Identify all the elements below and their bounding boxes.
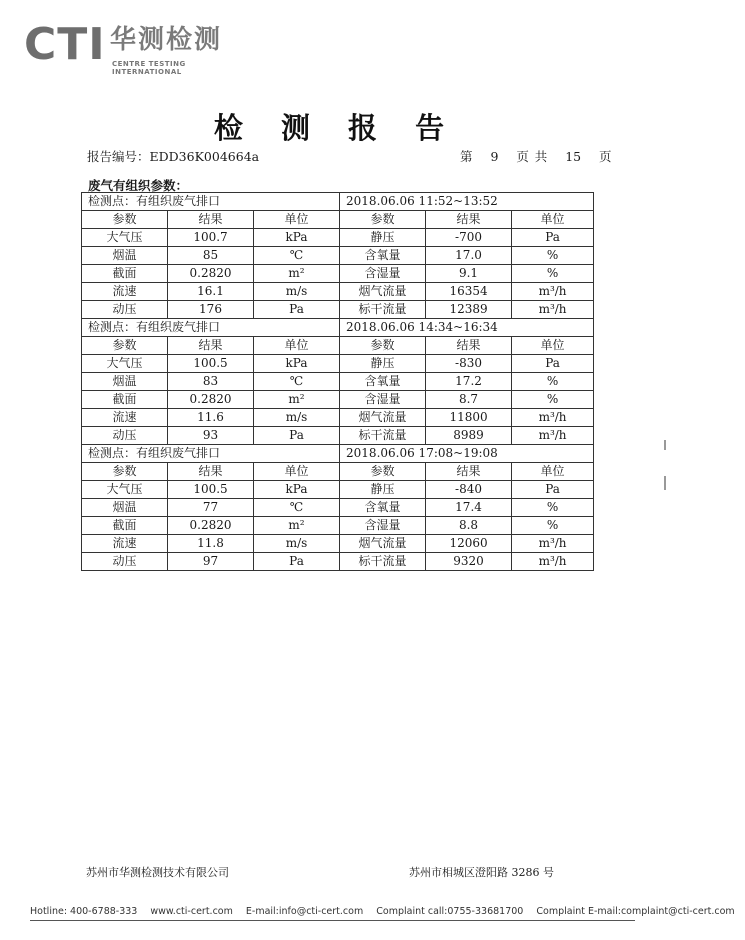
table-row	[82, 373, 594, 391]
table-cell: m/s	[254, 283, 340, 301]
email-text: E-mail:info@cti-cert.com	[245, 906, 364, 917]
table-cell: %	[512, 247, 594, 265]
table-cell: 含湿量	[340, 391, 426, 409]
table-cell: 97	[168, 553, 254, 571]
table-row	[82, 265, 594, 283]
page-prefix: 第	[460, 149, 473, 164]
website-text: www.cti-cert.com	[150, 906, 233, 917]
table-row	[82, 409, 594, 427]
logo-chinese-name: 华测检测	[110, 25, 223, 55]
table-row	[82, 355, 594, 373]
table-cell: m²	[254, 265, 340, 283]
table-cell: 17.2	[426, 373, 512, 391]
table-cell: 8.7	[426, 391, 512, 409]
table-cell: m³/h	[512, 427, 594, 445]
column-header: 单位	[254, 463, 340, 481]
page-total: 15	[565, 149, 582, 164]
table-cell: m³/h	[512, 553, 594, 571]
table-cell: 11.6	[168, 409, 254, 427]
table-cell: 动压	[82, 553, 168, 571]
section-title: 废气有组织参数：	[88, 178, 189, 193]
table-row	[82, 553, 594, 571]
footer-address: 苏州市相城区澄阳路 3286 号	[409, 866, 554, 879]
table-cell: Pa	[254, 427, 340, 445]
column-header: 单位	[512, 463, 594, 481]
measurement-point: 检测点：有组织废气排口	[82, 319, 340, 337]
table-cell: Pa	[512, 229, 594, 247]
table-cell: ℃	[254, 499, 340, 517]
table-cell: 8989	[426, 427, 512, 445]
exhaust-parameters-table	[81, 192, 594, 571]
table-cell: 截面	[82, 517, 168, 535]
table-cell: m³/h	[512, 409, 594, 427]
table-cell: 9.1	[426, 265, 512, 283]
hotline-text: Hotline: 400-6788-333	[30, 906, 138, 917]
table-cell: 烟温	[82, 499, 168, 517]
table-cell: Pa	[512, 481, 594, 499]
table-cell: Pa	[512, 355, 594, 373]
table-cell: 含湿量	[340, 517, 426, 535]
table-cell: 动压	[82, 427, 168, 445]
table-cell: 100.5	[168, 355, 254, 373]
table-cell: 静压	[340, 481, 426, 499]
table-cell: 烟温	[82, 247, 168, 265]
table-cell: 100.7	[168, 229, 254, 247]
scan-edge-mark	[664, 440, 666, 450]
table-cell: 8.8	[426, 517, 512, 535]
table-cell: 大气压	[82, 355, 168, 373]
column-header: 结果	[168, 211, 254, 229]
table-cell: 截面	[82, 265, 168, 283]
table-cell: 12060	[426, 535, 512, 553]
column-header: 单位	[512, 211, 594, 229]
column-header: 单位	[254, 211, 340, 229]
column-header-row	[82, 337, 594, 355]
table-row	[82, 229, 594, 247]
column-header: 单位	[512, 337, 594, 355]
footer-company: 苏州市华测检测技术有限公司	[86, 866, 229, 879]
measurement-point-row	[82, 319, 594, 337]
column-header: 结果	[426, 337, 512, 355]
table-cell: m²	[254, 391, 340, 409]
table-cell: %	[512, 391, 594, 409]
table-cell: 100.5	[168, 481, 254, 499]
table-cell: 标干流量	[340, 427, 426, 445]
table-cell: m/s	[254, 535, 340, 553]
table-cell: %	[512, 517, 594, 535]
report-number-value: EDD36K004664a	[149, 149, 260, 164]
table-cell: 静压	[340, 229, 426, 247]
table-cell: -700	[426, 229, 512, 247]
report-number	[87, 147, 259, 165]
measurement-point-row	[82, 445, 594, 463]
table-row	[82, 517, 594, 535]
document-title: 检 测 报 告	[213, 111, 459, 145]
table-cell: 流速	[82, 283, 168, 301]
table-row	[82, 427, 594, 445]
page-current: 9	[490, 149, 499, 164]
table-cell: 77	[168, 499, 254, 517]
table-cell: 烟气流量	[340, 409, 426, 427]
table-cell: 0.2820	[168, 517, 254, 535]
table-cell: 大气压	[82, 481, 168, 499]
table-cell: m³/h	[512, 535, 594, 553]
table-cell: m/s	[254, 409, 340, 427]
table-cell: 含氧量	[340, 499, 426, 517]
table-row	[82, 247, 594, 265]
logo-letters: CTI	[24, 19, 106, 70]
table-cell: 16354	[426, 283, 512, 301]
table-cell: 含湿量	[340, 265, 426, 283]
footer-divider	[30, 920, 635, 921]
column-header: 参数	[340, 463, 426, 481]
table-cell: -840	[426, 481, 512, 499]
table-cell: ℃	[254, 373, 340, 391]
measurement-point-row	[82, 193, 594, 211]
table-cell: 烟温	[82, 373, 168, 391]
measurement-point: 检测点：有组织废气排口	[82, 445, 340, 463]
table-cell: 93	[168, 427, 254, 445]
report-number-label: 报告编号：	[87, 149, 150, 164]
column-header: 单位	[254, 337, 340, 355]
column-header: 结果	[168, 463, 254, 481]
table-cell: Pa	[254, 553, 340, 571]
page-suffix: 页	[599, 149, 612, 164]
table-cell: 176	[168, 301, 254, 319]
table-row	[82, 499, 594, 517]
column-header-row	[82, 211, 594, 229]
table-cell: 85	[168, 247, 254, 265]
table-row	[82, 301, 594, 319]
table-cell: kPa	[254, 481, 340, 499]
table-cell: 12389	[426, 301, 512, 319]
table-cell: 含氧量	[340, 373, 426, 391]
table-row	[82, 535, 594, 553]
table-cell: 静压	[340, 355, 426, 373]
table-cell: 烟气流量	[340, 535, 426, 553]
table-cell: 流速	[82, 409, 168, 427]
table-cell: 17.0	[426, 247, 512, 265]
table-cell: 9320	[426, 553, 512, 571]
column-header: 参数	[340, 337, 426, 355]
table-row	[82, 391, 594, 409]
table-cell: m³/h	[512, 283, 594, 301]
scan-edge-mark	[664, 476, 666, 490]
complaint-call-text: Complaint call:0755-33681700	[376, 906, 524, 917]
table-cell: 含氧量	[340, 247, 426, 265]
column-header: 结果	[426, 211, 512, 229]
measurement-time: 2018.06.06 14:34~16:34	[340, 319, 594, 337]
measurement-time: 2018.06.06 11:52~13:52	[340, 193, 594, 211]
measurement-point: 检测点：有组织废气排口	[82, 193, 340, 211]
table-cell: kPa	[254, 355, 340, 373]
column-header: 参数	[82, 337, 168, 355]
table-cell: 标干流量	[340, 301, 426, 319]
table-cell: m²	[254, 517, 340, 535]
complaint-email-text: Complaint E-mail:complaint@cti-cert.com	[536, 906, 735, 917]
column-header: 结果	[426, 463, 512, 481]
table-cell: %	[512, 373, 594, 391]
column-header: 参数	[82, 211, 168, 229]
table-cell: 烟气流量	[340, 283, 426, 301]
page-indicator	[460, 147, 612, 165]
column-header-row	[82, 463, 594, 481]
table-row	[82, 283, 594, 301]
table-cell: 11.8	[168, 535, 254, 553]
table-cell: %	[512, 265, 594, 283]
table-cell: -830	[426, 355, 512, 373]
table-cell: Pa	[254, 301, 340, 319]
table-cell: m³/h	[512, 301, 594, 319]
table-cell: 83	[168, 373, 254, 391]
table-cell: %	[512, 499, 594, 517]
contact-bar	[30, 906, 735, 917]
table-row	[82, 481, 594, 499]
table-cell: 流速	[82, 535, 168, 553]
table-cell: 动压	[82, 301, 168, 319]
measurement-time: 2018.06.06 17:08~19:08	[340, 445, 594, 463]
table-cell: 11800	[426, 409, 512, 427]
table-cell: 0.2820	[168, 265, 254, 283]
company-logo	[24, 18, 254, 76]
column-header: 参数	[340, 211, 426, 229]
table-cell: kPa	[254, 229, 340, 247]
table-cell: 截面	[82, 391, 168, 409]
table-cell: 0.2820	[168, 391, 254, 409]
logo-english-name: CENTRE TESTING INTERNATIONAL	[112, 60, 186, 76]
page-mid: 页 共	[516, 149, 548, 164]
table-cell: 标干流量	[340, 553, 426, 571]
table-cell: 大气压	[82, 229, 168, 247]
table-cell: 16.1	[168, 283, 254, 301]
column-header: 参数	[82, 463, 168, 481]
column-header: 结果	[168, 337, 254, 355]
table-cell: 17.4	[426, 499, 512, 517]
table-cell: ℃	[254, 247, 340, 265]
